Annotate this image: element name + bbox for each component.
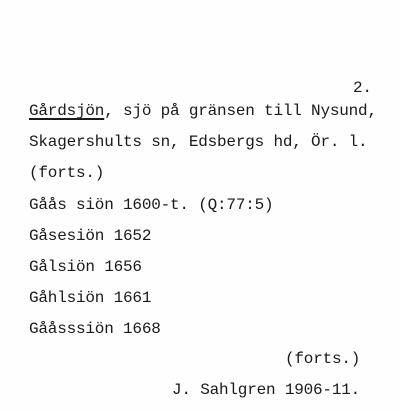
continued-note-bottom: (forts.) [285,350,361,368]
page-number: 2. [353,79,372,97]
headword: Gårdsjön [29,102,105,120]
variant-spelling: Gåås siön 1600-t. (Q:77:5) [29,196,274,214]
variant-spelling: Gålsiön 1656 [29,258,142,276]
continued-note-top: (forts.) [29,164,105,182]
entry-headline [29,101,377,121]
variant-spelling: Gååsssiön 1668 [29,320,161,338]
location-line: Skagershults sn, Edsbergs hd, Ör. l. [29,133,368,151]
variant-spelling: Gåsesiön 1652 [29,227,152,245]
headline-description: , sjö på gränsen till Nysund, [104,102,377,120]
variant-spelling: Gåhlsiön 1661 [29,289,152,307]
signature-line: J. Sahlgren 1906-11. [172,381,361,399]
